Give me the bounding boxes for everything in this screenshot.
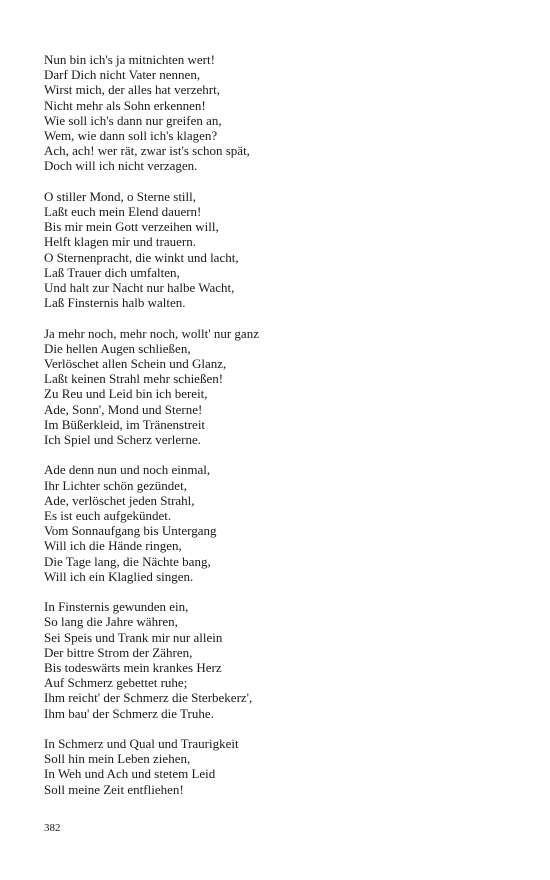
poem-line: Es ist euch aufgekündet.: [44, 508, 172, 524]
poem-line: Ich Spiel und Scherz verlerne.: [44, 432, 202, 448]
poem-line: Ihm bau' der Schmerz die Truhe.: [44, 705, 214, 721]
poem-line: Auf Schmerz gebettet ruhe;: [44, 675, 188, 691]
poem-line: Wirst mich, der alles hat verzehrt,: [44, 82, 220, 98]
poem-line: Die Tage lang, die Nächte bang,: [44, 553, 211, 569]
poem-line: Ihm reicht' der Schmerz die Sterbekerz',: [44, 690, 253, 706]
poem-body: [44, 52, 514, 812]
poem-line: Bis mir mein Gott verzeihen will,: [44, 219, 219, 235]
poem-line: Laßt keinen Strahl mehr schießen!: [44, 371, 224, 387]
poem-line: Ja mehr noch, mehr noch, wollt' nur ganz: [44, 325, 259, 341]
stanza-3: [44, 326, 514, 448]
poem-line: Bis todeswärts mein krankes Herz: [44, 660, 222, 676]
poem-line: Soll meine Zeit entfliehen!: [44, 781, 184, 797]
poem-line: Ade denn nun und noch einmal,: [44, 462, 211, 478]
poem-line: Ihr Lichter schön gezündet,: [44, 477, 187, 493]
poem-line: O Sternenpracht, die winkt und lacht,: [44, 249, 239, 265]
poem-line: Doch will ich nicht verzagen.: [44, 158, 198, 174]
stanza-1: [44, 52, 514, 174]
poem-line: Die hellen Augen schließen,: [44, 340, 191, 356]
poem-line: Verlöschet allen Schein und Glanz,: [44, 356, 227, 372]
poem-line: Ach, ach! wer rät, zwar ist's schon spät,: [44, 143, 250, 159]
poem-line: Wie soll ich's dann nur greifen an,: [44, 112, 222, 128]
poem-line: Vom Sonnaufgang bis Untergang: [44, 523, 217, 539]
poem-line: O stiller Mond, o Sterne still,: [44, 188, 197, 204]
poem-line: In Finsternis gewunden ein,: [44, 599, 189, 615]
poem-line: Zu Reu und Leid bin ich bereit,: [44, 386, 208, 402]
poem-line: Helft klagen mir und trauern.: [44, 234, 196, 250]
poem-line: In Weh und Ach und stetem Leid: [44, 766, 216, 782]
stanza-6: [44, 736, 514, 797]
poem-line: Ade, verlöschet jeden Strahl,: [44, 492, 195, 508]
poem-line: Soll hin mein Leben ziehen,: [44, 751, 191, 767]
stanza-5: [44, 599, 514, 721]
page-number: 382: [44, 822, 61, 834]
stanza-2: [44, 189, 514, 311]
poem-line: Will ich die Hände ringen,: [44, 538, 182, 554]
poem-line: Im Büßerkleid, im Tränenstreit: [44, 416, 206, 432]
stanza-4: [44, 462, 514, 584]
poem-line: Nicht mehr als Sohn erkennen!: [44, 97, 206, 113]
poem-line: Sei Speis und Trank mir nur allein: [44, 629, 223, 645]
poem-line: Ade, Sonn', Mond und Sterne!: [44, 401, 203, 417]
poem-line: Der bittre Strom der Zähren,: [44, 644, 193, 660]
poem-line: Will ich ein Klaglied singen.: [44, 568, 194, 584]
poem-line: In Schmerz und Qual und Traurigkeit: [44, 736, 239, 752]
poem-line: Laß Trauer dich umfalten,: [44, 264, 180, 280]
poem-line: Wem, wie dann soll ich's klagen?: [44, 128, 218, 144]
poem-line: Laßt euch mein Elend dauern!: [44, 204, 202, 220]
poem-line: Nun bin ich's ja mitnichten wert!: [44, 52, 215, 67]
poem-line: So lang die Jahre währen,: [44, 614, 178, 630]
poem-line: Darf Dich nicht Vater nennen,: [44, 67, 201, 83]
poem-line: Und halt zur Nacht nur halbe Wacht,: [44, 280, 235, 296]
poem-line: Laß Finsternis halb walten.: [44, 295, 186, 311]
